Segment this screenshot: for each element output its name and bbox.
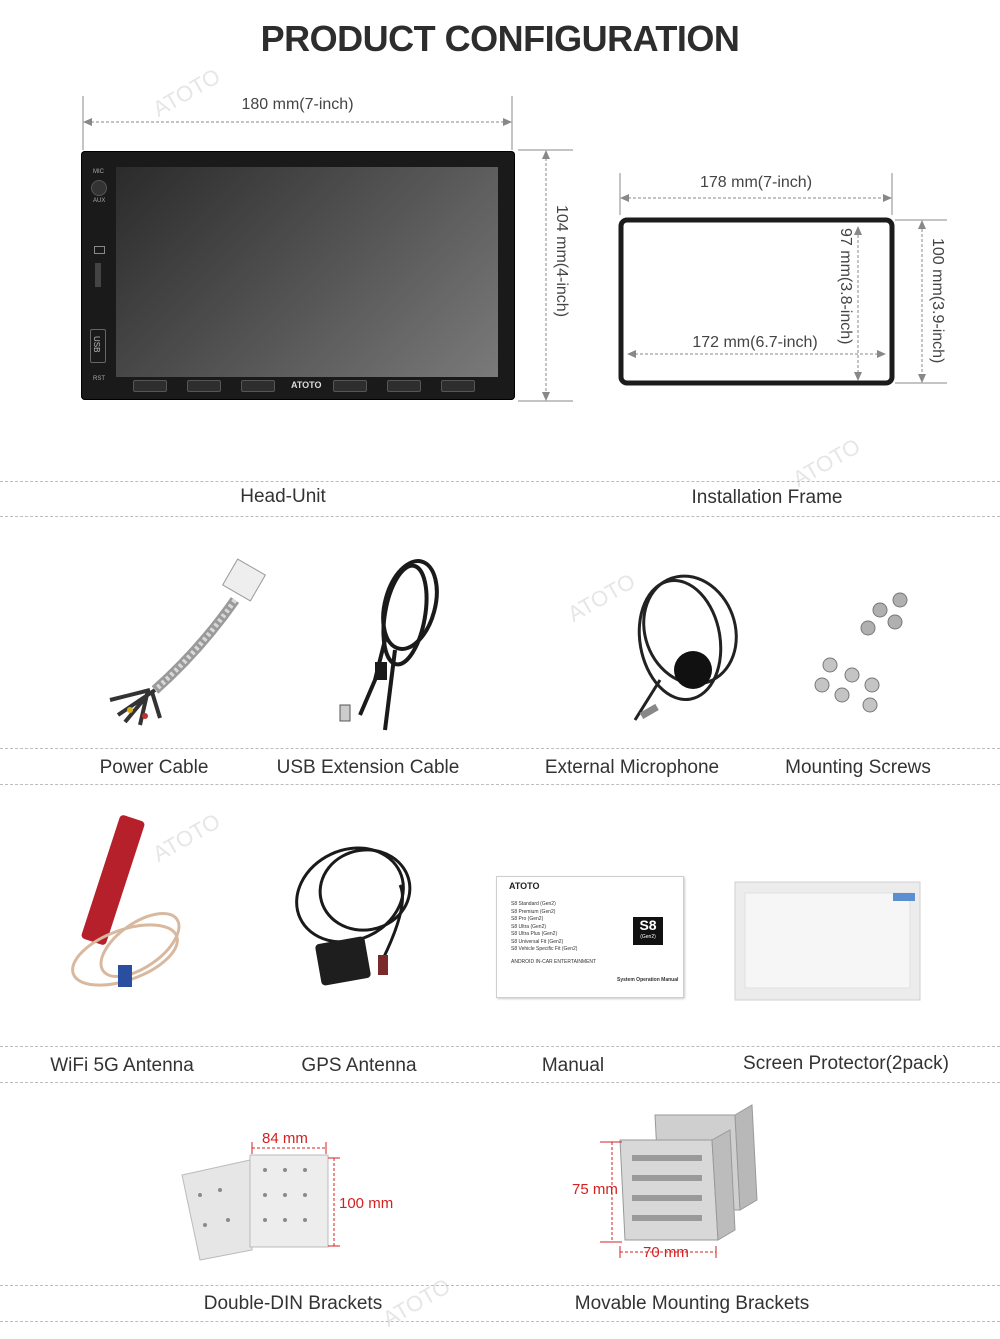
page-title: PRODUCT CONFIGURATION <box>260 18 740 59</box>
divider <box>0 748 1000 749</box>
manual-footer: ANDROID IN-CAR ENTERTAINMENT <box>511 959 597 965</box>
movable-width-label: 70 mm <box>643 1244 689 1261</box>
rst-label: RST <box>93 376 105 382</box>
manual-badge <box>633 917 663 945</box>
head-unit-caption: Head-Unit <box>240 486 326 507</box>
manual-line: S8 Ultra (Gen2) <box>511 923 547 930</box>
manual-badge-sub: (Gen2) <box>640 934 656 940</box>
divider <box>0 1285 1000 1286</box>
manual-image <box>496 876 684 998</box>
watermark: ATOTO <box>148 63 225 122</box>
din-height-label: 100 mm <box>339 1195 394 1212</box>
double-din-brackets-image <box>182 1142 340 1260</box>
gps-antenna-caption: GPS Antenna <box>301 1055 417 1076</box>
movable-mounting-brackets-caption: Movable Mounting Brackets <box>574 1293 810 1314</box>
manual-line: S8 Premium (Gen2) <box>511 908 556 915</box>
head-unit-height-label: 104 mm(4-inch) <box>553 205 570 318</box>
row3-bracket-images <box>0 1100 1000 1300</box>
watermark: ATOTO <box>788 433 865 492</box>
usb-label: USB <box>92 336 101 353</box>
power-cable-caption: Power Cable <box>99 757 209 778</box>
manual-badge-text: S8 <box>639 917 657 933</box>
head-unit-width-label: 180 mm(7-inch) <box>241 96 354 113</box>
watermark: ATOTO <box>563 568 640 627</box>
double-din-brackets-caption: Double-DIN Brackets <box>203 1293 383 1314</box>
divider <box>0 784 1000 785</box>
manual-line: S8 Pro (Gen2) <box>511 916 544 922</box>
usb-extension-cable-caption: USB Extension Cable <box>276 757 460 778</box>
installation-frame-caption: Installation Frame <box>691 487 843 508</box>
divider <box>0 481 1000 482</box>
watermark: ATOTO <box>148 808 225 867</box>
brand-logo: ATOTO <box>291 380 322 390</box>
manual-line: S8 Universal Fit (Gen2) <box>511 938 564 945</box>
power-cable-image <box>110 559 265 725</box>
mounting-screws-caption: Mounting Screws <box>785 757 931 778</box>
manual-line: S8 Vehicle Specific Fit (Gen2) <box>511 946 578 952</box>
divider <box>0 1046 1000 1047</box>
movable-brackets-image <box>600 1105 757 1258</box>
aux-label: AUX <box>93 198 106 204</box>
manual-subtitle: System Operation Manual <box>617 977 679 983</box>
divider <box>0 1321 1000 1322</box>
microphone-image <box>629 563 751 720</box>
manual-line: S8 Ultra Plus (Gen2) <box>511 931 558 937</box>
frame-outer-width-label: 178 mm(7-inch) <box>699 174 813 191</box>
movable-height-label: 75 mm <box>572 1181 618 1198</box>
screws-image <box>815 593 907 712</box>
manual-model-list <box>511 901 577 954</box>
manual-brand: ATOTO <box>509 881 540 891</box>
watermark: ATOTO <box>378 1273 455 1332</box>
frame-dimension-lines <box>0 0 1000 420</box>
manual-line: S8 Standard (Gen2) <box>511 901 556 907</box>
din-width-label: 84 mm <box>262 1130 308 1147</box>
divider <box>0 1082 1000 1083</box>
usb-cable-image <box>360 555 446 730</box>
wifi-antenna-caption: WiFi 5G Antenna <box>50 1055 194 1076</box>
wifi-antenna-image <box>65 814 190 997</box>
frame-inner-height-label: 97 mm(3.8-inch) <box>837 228 854 345</box>
screen-protector-caption: Screen Protector(2pack) <box>743 1053 949 1074</box>
manual-caption: Manual <box>541 1055 605 1076</box>
mic-label: MIC <box>93 169 104 175</box>
frame-outer-height-label: 100 mm(3.9-inch) <box>929 238 946 364</box>
external-microphone-caption: External Microphone <box>544 757 720 778</box>
frame-inner-width-label: 172 mm(6.7-inch) <box>692 334 818 351</box>
divider <box>0 516 1000 517</box>
